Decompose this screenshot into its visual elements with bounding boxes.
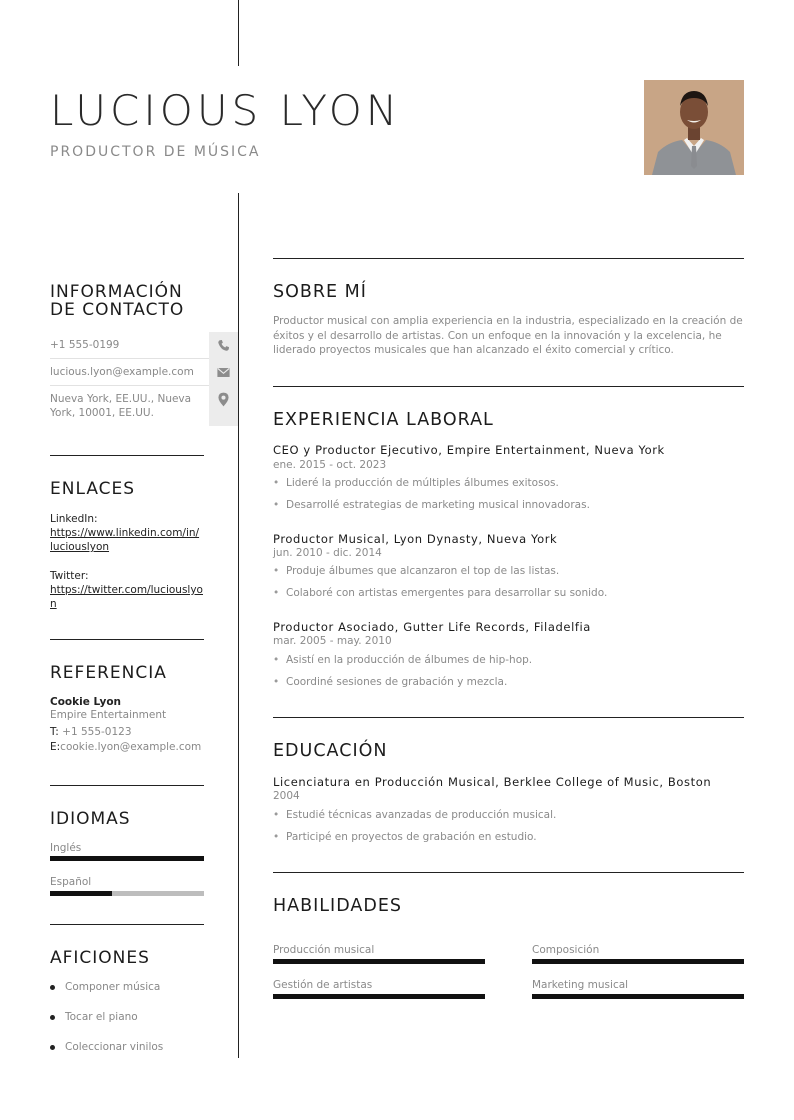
education-degree: Licenciatura en Producción Musical, Berklee College of Music, Boston [273, 775, 712, 789]
job-bullet [273, 654, 532, 666]
bullet-icon: • [273, 654, 280, 666]
skill-level-bar [273, 994, 485, 999]
linkedin-link-block [50, 512, 210, 554]
job-bullet-text: Lideré la producción de múltiples álbumes exitosos. [286, 477, 559, 489]
job-title: Productor Asociado, Gutter Life Records, Filadelfia [273, 620, 591, 634]
section-divider [273, 258, 744, 259]
bullet-icon: • [273, 831, 280, 843]
section-divider [50, 785, 204, 786]
reference-heading: REFERENCIA [50, 663, 167, 683]
candidate-name: LUCIOUS LYON [50, 86, 402, 135]
reference-name: Cookie Lyon [50, 696, 122, 708]
skills-heading: HABILIDADES [273, 896, 402, 916]
contact-heading-line-1: INFORMACIÓN [50, 282, 183, 302]
section-divider [273, 717, 744, 718]
bullet-icon: • [273, 499, 280, 511]
skill-label: Producción musical [273, 944, 375, 956]
bullet-icon: • [273, 565, 280, 577]
linkedin-link[interactable]: https://www.linkedin.com/in/luciouslyon [50, 527, 200, 553]
language-label: Español [50, 876, 92, 888]
column-divider-line [238, 193, 239, 1058]
reference-email[interactable]: cookie.lyon@example.com [60, 741, 202, 753]
job-bullet [273, 676, 507, 688]
about-text: Productor musical con amplia experiencia en la industria, especializado en la creación de éxitos y el desarrollo de artistas. Con un enfoque en la innovación y la excelencia, he liderado proyectos musicales que han alcanzado el éxito comercial y crítico. [273, 315, 743, 356]
section-divider [50, 639, 204, 640]
skill-label: Gestión de artistas [273, 979, 373, 991]
links-heading: ENLACES [50, 479, 136, 499]
education-bullet-text: Participé en proyectos de grabación en estudio. [286, 831, 537, 843]
bullet-icon: • [273, 676, 280, 688]
section-divider [50, 455, 204, 456]
education-bullet-text: Estudié técnicas avanzadas de producción musical. [286, 809, 557, 821]
language-label: Inglés [50, 842, 82, 854]
contact-heading-line-2: DE CONTACTO [50, 300, 185, 321]
job-dates: jun. 2010 - dic. 2014 [273, 547, 382, 559]
mail-icon [209, 359, 238, 386]
profile-photo [644, 80, 744, 175]
language-level-bar [50, 891, 204, 896]
job-bullet-text: Desarrollé estrategias de marketing musical innovadoras. [286, 499, 590, 511]
twitter-link[interactable]: https://twitter.com/luciouslyon [50, 584, 203, 610]
job-dates: mar. 2005 - may. 2010 [273, 635, 392, 647]
skill-level-bar [532, 959, 744, 964]
reference-phone[interactable]: +1 555-0123 [62, 726, 132, 738]
bullet-icon [50, 985, 55, 990]
job-bullet [273, 587, 607, 599]
linkedin-label: LinkedIn: [50, 513, 98, 525]
contact-icon-strip [209, 332, 238, 426]
hobby-label: Tocar el piano [65, 1011, 138, 1023]
phone-icon [209, 332, 238, 359]
job-bullet-text: Colaboré con artistas emergentes para desarrollar su sonido. [286, 587, 608, 599]
hobby-label: Componer música [65, 981, 161, 993]
job-bullet [273, 499, 590, 511]
job-dates: ene. 2015 - oct. 2023 [273, 459, 387, 471]
skill-label: Marketing musical [532, 979, 629, 991]
job-bullet [273, 565, 559, 577]
job-title: CEO y Productor Ejecutivo, Empire Entertainment, Nueva York [273, 443, 665, 457]
language-level-fill [50, 856, 204, 861]
skill-level-bar [532, 994, 744, 999]
education-bullet [273, 831, 537, 843]
education-year: 2004 [273, 790, 300, 802]
contact-address: Nueva York, EE.UU., Nueva York, 10001, EE.UU. [50, 393, 192, 419]
skill-level-bar [273, 959, 485, 964]
section-divider [273, 872, 744, 873]
contact-heading [50, 283, 184, 319]
reference-email-line [50, 740, 220, 755]
reference-phone-key: T: [50, 726, 59, 738]
skill-level-fill [273, 959, 485, 964]
experience-heading: EXPERIENCIA LABORAL [273, 410, 494, 430]
job-title: Productor Musical, Lyon Dynasty, Nueva York [273, 532, 558, 546]
hobby-item [50, 981, 160, 993]
skill-label: Composición [532, 944, 600, 956]
hobby-item [50, 1011, 138, 1023]
contact-separator [50, 385, 209, 386]
twitter-link-block [50, 569, 210, 611]
section-divider [50, 924, 204, 925]
job-bullet-text: Coordiné sesiones de grabación y mezcla. [286, 676, 508, 688]
bullet-icon [50, 1045, 55, 1050]
bullet-icon: • [273, 587, 280, 599]
job-bullet-text: Asistí en la producción de álbumes de hip-hop. [286, 654, 533, 666]
header-divider-line [238, 0, 239, 66]
hobby-item [50, 1041, 163, 1053]
about-heading: SOBRE MÍ [273, 282, 367, 302]
skill-level-fill [532, 959, 744, 964]
job-bullet [273, 477, 559, 489]
bullet-icon [50, 1015, 55, 1020]
reference-block [50, 696, 220, 755]
language-level-fill [50, 891, 112, 896]
bullet-icon: • [273, 477, 280, 489]
hobby-label: Coleccionar vinilos [65, 1041, 164, 1053]
location-pin-icon [209, 386, 238, 413]
education-heading: EDUCACIÓN [273, 741, 388, 761]
contact-separator [50, 358, 209, 359]
languages-heading: IDIOMAS [50, 809, 131, 829]
contact-phone[interactable]: +1 555-0199 [50, 339, 120, 351]
skill-level-fill [273, 994, 485, 999]
skill-level-fill [532, 994, 744, 999]
section-divider [273, 386, 744, 387]
reference-phone-line [50, 725, 220, 740]
job-bullet-text: Produje álbumes que alcanzaron el top de las listas. [286, 565, 560, 577]
reference-company: Empire Entertainment [50, 709, 167, 721]
hobbies-heading: AFICIONES [50, 948, 150, 968]
bullet-icon: • [273, 809, 280, 821]
language-level-bar [50, 856, 204, 861]
candidate-title: PRODUCTOR DE MÚSICA [50, 144, 261, 160]
reference-email-key: E: [50, 741, 61, 753]
education-bullet [273, 809, 556, 821]
twitter-label: Twitter: [50, 570, 89, 582]
contact-email[interactable]: lucious.lyon@example.com [50, 366, 194, 378]
